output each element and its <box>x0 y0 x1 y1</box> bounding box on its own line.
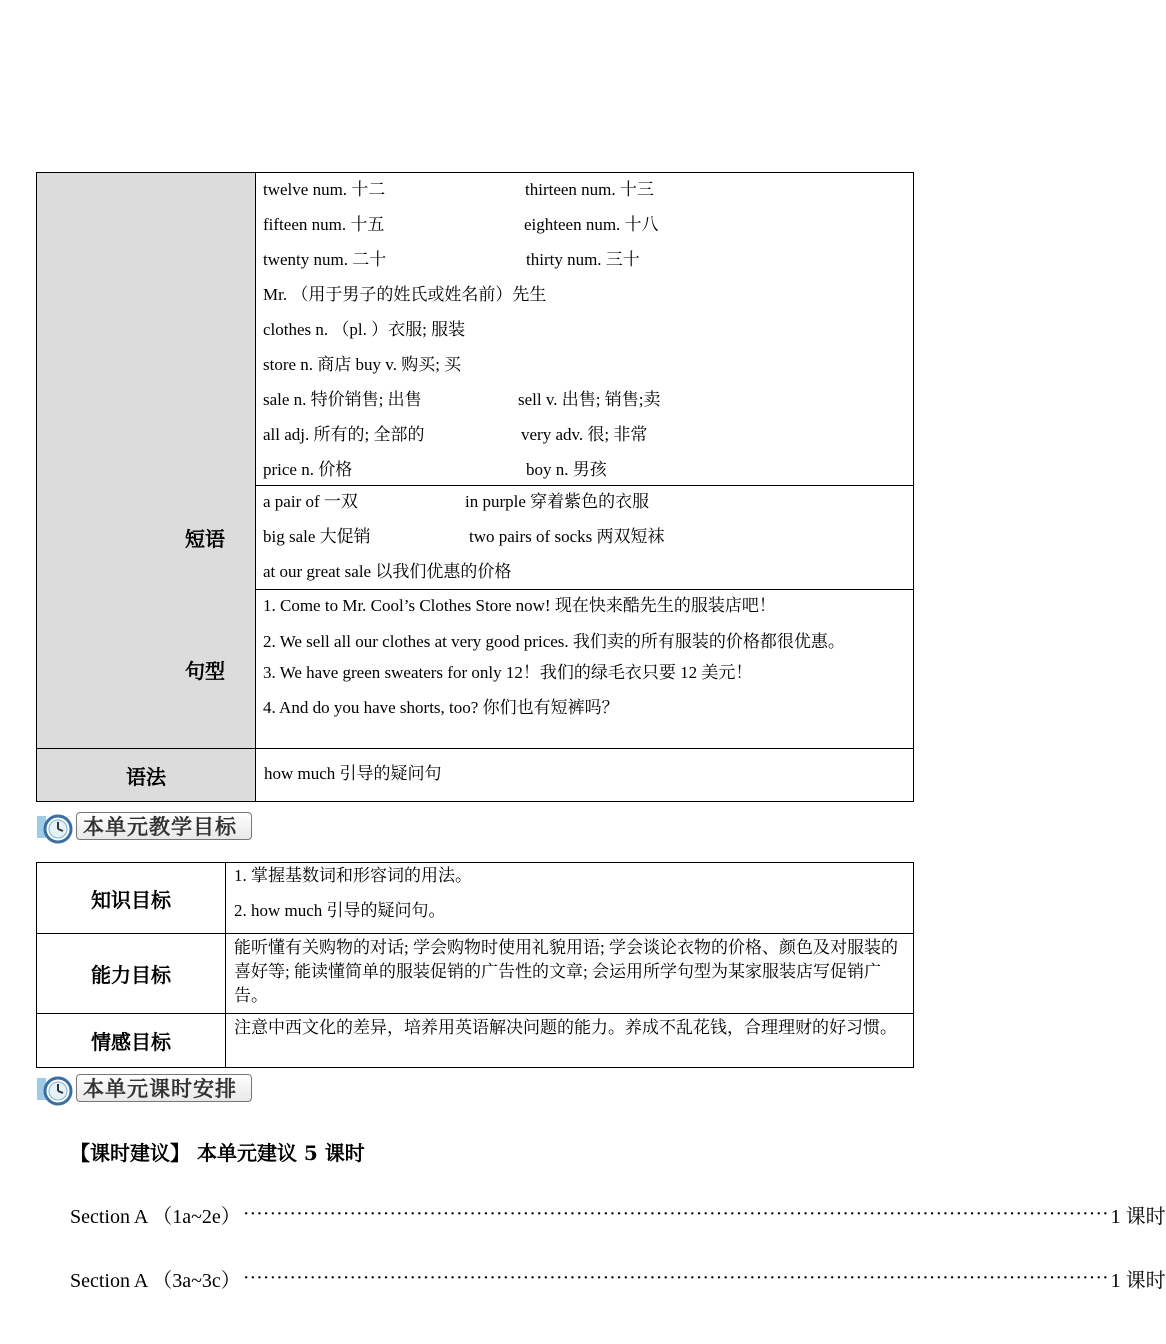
vocab-b: boy n. 男孩 <box>526 460 607 479</box>
vocab-line <box>263 351 905 386</box>
vocab-line <box>263 246 905 281</box>
goals-banner <box>36 810 258 844</box>
ability-label: 能力目标 <box>37 934 226 1014</box>
goals-banner-title: 本单元教学目标 <box>76 812 252 840</box>
sentence-line <box>263 659 905 694</box>
vocab-line <box>263 421 905 456</box>
emotion-text: 注意中西文化的差异，培养用英语解决问题的能力。养成不乱花钱，合理理财的好习惯。 <box>234 1018 897 1037</box>
ability-row <box>37 934 914 1014</box>
vocab-a: clothes n. （pl. ）衣服; 服装 <box>263 320 466 339</box>
schedule-banner <box>36 1072 258 1106</box>
grammar-label-cell <box>36 748 256 802</box>
schedule-row-label: Section A （3a~3c） <box>70 1269 241 1292</box>
knowledge-label: 知识目标 <box>37 863 226 934</box>
ability-cell <box>226 934 914 1014</box>
grammar-label: 语法 <box>126 764 166 789</box>
vocab-table <box>36 172 914 802</box>
vocab-a: twelve num. 十二 <box>263 180 386 199</box>
schedule-banner-title: 本单元课时安排 <box>76 1074 252 1102</box>
schedule-row <box>70 1263 1166 1293</box>
sentences-cell <box>255 589 914 749</box>
emotion-row <box>37 1014 914 1068</box>
phrases-label: 短语 <box>185 526 225 551</box>
schedule-row-hours: 1 课时 <box>1110 1205 1166 1228</box>
grammar-cell <box>255 748 914 802</box>
vocab-b: thirteen num. 十三 <box>525 180 654 199</box>
clock-icon <box>36 810 76 844</box>
phrase-a: a pair of 一双 <box>263 492 358 511</box>
vocab-a: all adj. 所有的; 全部的 <box>263 425 425 444</box>
grammar-value: how much 引导的疑问句 <box>264 764 442 783</box>
sentence-line <box>263 627 905 653</box>
phrase-a: big sale 大促销 <box>263 527 371 546</box>
emotion-label: 情感目标 <box>37 1014 226 1068</box>
phrase-b: two pairs of socks 两双短袜 <box>469 527 665 546</box>
vocab-line <box>263 316 905 351</box>
ability-text: 能听懂有关购物的对话; 学会购物时使用礼貌用语; 学会谈论衣物的价格、颜色及对服装的喜好等; 能读懂简单的服装促销的广告性的文章; 会运用所学句型为某家服装店写促销广告。 <box>234 938 898 1005</box>
sentence-text: 1. Come to Mr. Cool’s Clothes Store now! 现在快来酷先生的服装店吧！ <box>263 596 776 615</box>
vocab-line <box>263 281 905 316</box>
vocab-a: twenty num. 二十 <box>263 250 387 269</box>
schedule-row-label: Section A （1a~2e） <box>70 1205 241 1228</box>
schedule-row-hours: 1 课时 <box>1110 1269 1166 1292</box>
sentences-label-cell <box>155 589 256 749</box>
vocab-b: sell v. 出售; 销售;卖 <box>518 390 661 409</box>
vocab-b: eighteen num. 十八 <box>524 215 659 234</box>
vocab-a: fifteen num. 十五 <box>263 215 385 234</box>
vocab-label-cell <box>155 172 256 486</box>
outer-category-cell <box>36 172 156 748</box>
clock-icon <box>36 1072 76 1106</box>
knowledge-line: 2. how much 引导的疑问句。 <box>234 901 446 920</box>
vocab-a: price n. 价格 <box>263 460 353 479</box>
vocab-a: sale n. 特价销售; 出售 <box>263 390 422 409</box>
phrase-line <box>263 488 905 523</box>
phrase-a: at our great sale 以我们优惠的价格 <box>263 562 512 581</box>
schedule-title: 【课时建议】 本单元建议 5 课时 <box>70 1141 365 1165</box>
vocab-line <box>263 176 905 211</box>
phrases-cell <box>255 485 914 590</box>
sentence-text: 4. And do you have shorts, too? 你们也有短裤吗？ <box>263 698 619 717</box>
sentences-label: 句型 <box>185 658 225 683</box>
leader-dots: ·································································································································· <box>242 1266 1109 1289</box>
vocab-cell <box>255 172 914 486</box>
knowledge-line: 1. 掌握基数词和形容词的用法。 <box>234 866 472 885</box>
sentence-line <box>263 694 905 729</box>
phrase-line <box>263 523 905 558</box>
leader-dots: ·································································································································· <box>242 1202 1109 1225</box>
goals-table <box>36 862 914 1068</box>
phrase-line <box>263 558 905 593</box>
phrases-label-cell <box>155 485 256 590</box>
vocab-b: very adv. 很; 非常 <box>521 425 648 444</box>
phrase-b: in purple 穿着紫色的衣服 <box>465 492 650 511</box>
emotion-cell <box>226 1014 914 1068</box>
sentence-line <box>263 592 905 627</box>
vocab-a: Mr. （用于男子的姓氏或姓名前）先生 <box>263 285 547 304</box>
vocab-b: thirty num. 三十 <box>526 250 640 269</box>
schedule-row <box>70 1199 1166 1229</box>
sentence-text: 3. We have green sweaters for only 12！我们的绿毛衣只要 12 美元！ <box>263 663 753 682</box>
knowledge-cell <box>226 863 914 934</box>
vocab-a: store n. 商店 buy v. 购买; 买 <box>263 355 462 374</box>
knowledge-row <box>37 863 914 934</box>
vocab-line <box>263 211 905 246</box>
vocab-line <box>263 386 905 421</box>
sentence-text: 2. We sell all our clothes at very good prices. 我们卖的所有服装的价格都很优惠。 <box>263 632 845 651</box>
